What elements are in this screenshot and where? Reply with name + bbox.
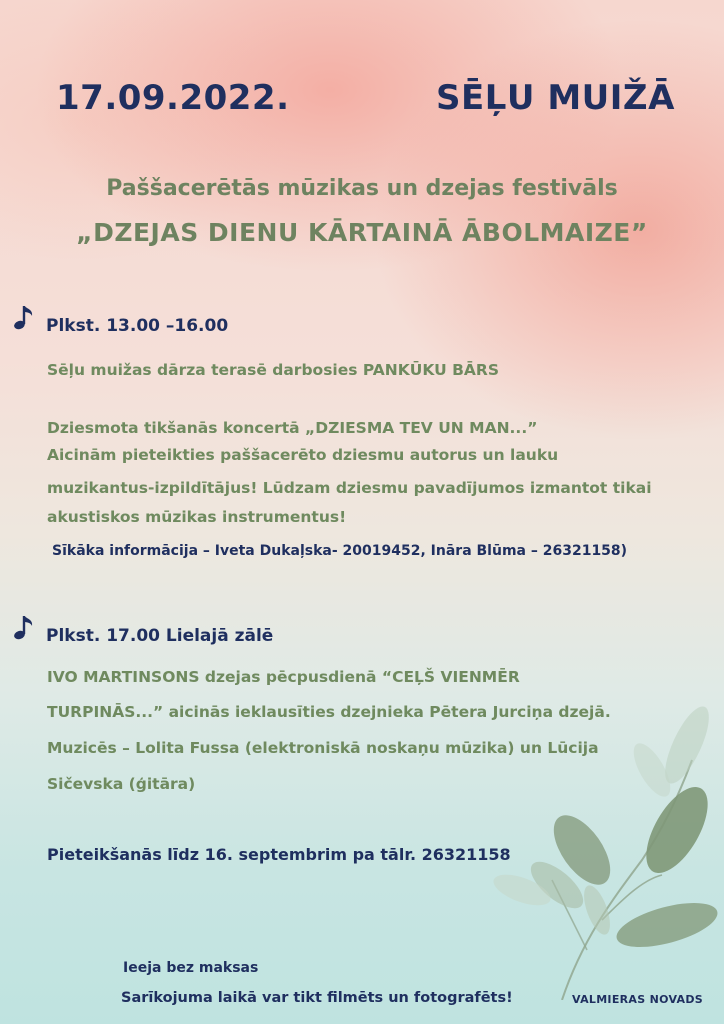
brand-logo-text: VALMIERAS NOVADS [572, 993, 703, 1006]
section2-time: Plkst. 17.00 Lielajā zālē [46, 626, 274, 646]
section2-line: Muzicēs – Lolita Fussa (elektroniskā noskaņu mūzika) un Lūcija [47, 739, 599, 757]
section1-line: akustiskos mūzikas instrumentus! [47, 508, 347, 526]
leaf-branch-icon [492, 700, 724, 1000]
event-venue: SĒĻU MUIŽĀ [436, 78, 675, 118]
music-note-icon [8, 304, 36, 334]
registration-info: Pieteikšanās līdz 16. septembrim pa tālr. 26321158 [47, 845, 511, 864]
section1-pancake-bar: Sēļu muižas dārza terasē darbosies PANKŪKU BĀRS [47, 361, 500, 379]
music-note-icon [8, 614, 36, 644]
section2-line: TURPINĀS...” aicinās ieklausīties dzejnieka Pētera Jurciņa dzejā. [47, 703, 611, 721]
section1-contact-info: Sīkāka informācija – Iveta Dukaļska- 20019452, Ināra Blūma – 26321158) [52, 543, 628, 559]
entry-info: Ieeja bez maksas [123, 960, 259, 976]
section1-line: Dziesmota tikšanās koncertā „DZIESMA TEV UN MAN...” [47, 419, 538, 437]
event-date: 17.09.2022. [56, 78, 290, 118]
festival-title: „DZEJAS DIENU KĀRTAINĀ ĀBOLMAIZE” [76, 218, 648, 247]
section2-line: Sičevska (ģitāra) [47, 775, 196, 793]
section1-line: Aicinām pieteikties paššacerēto dziesmu autorus un lauku [47, 446, 559, 464]
section1-line: muzikantus-izpildītājus! Lūdzam dziesmu pavadījumos izmantot tikai [47, 479, 652, 497]
filming-notice: Sarīkojuma laikā var tikt filmēts un fotografēts! [121, 990, 513, 1006]
section1-time: Plkst. 13.00 –16.00 [46, 316, 229, 336]
section2-line: IVO MARTINSONS dzejas pēcpusdienā “CEĻŠ VIENMĒR [47, 668, 520, 686]
festival-subtitle: Paššacerētās mūzikas un dzejas festivāls [106, 176, 618, 201]
